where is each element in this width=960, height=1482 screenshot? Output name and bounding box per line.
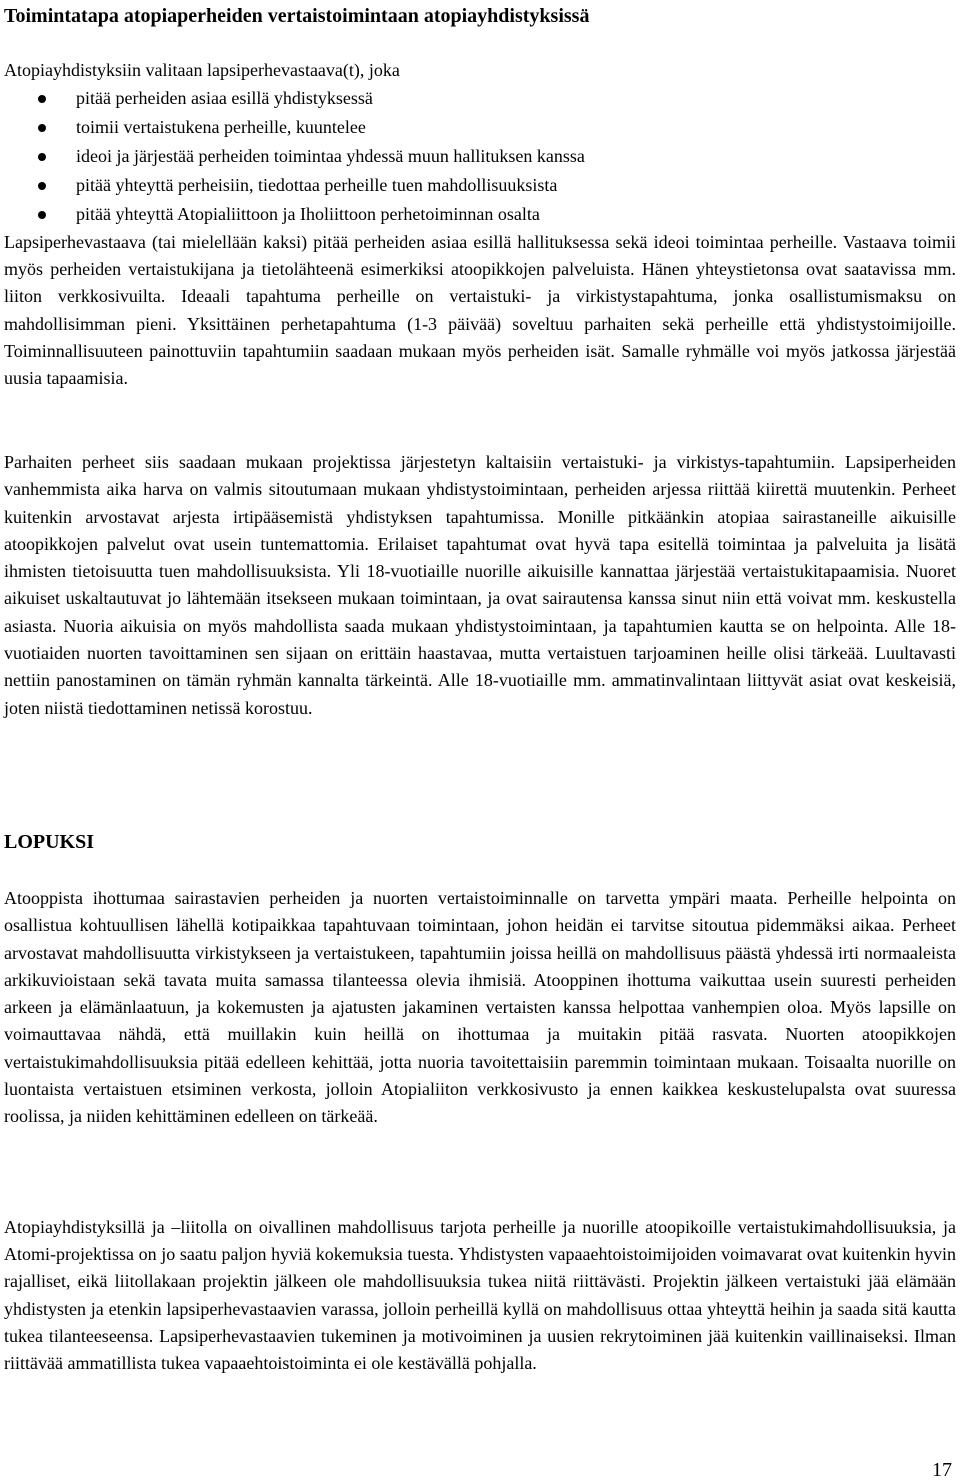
body-paragraph: Lapsiperhevastaava (tai mielellään kaksi) pitää perheiden asiaa esillä hallituksessa sekä ideoi toimintaa perheille. Vastaava toimii myös perheiden vertaistukijana ja tietolähteenä esimerkiksi atoopikkojen palveluista. Hänen yhteystietonsa ovat saatavissa mm. liiton verkkosivuilta. Ideaali tapahtuma perheille on vertaistuki- ja virkistystapahtuma, jonka osallistumismaksu on mahdollisimman pieni. Yksittäinen perhetapahtuma (1-3 päivää) soveltuu parhaiten sekä perheille että yhdistystoimijoille. Toiminnallisuuteen painottuviin tapahtumiin saadaan mukaan myös perheiden isät. Samalle ryhmälle voi myös jatkossa järjestää uusia tapaamisia. <box>4 232 956 389</box>
list-item-text: pitää yhteyttä Atopialiittoon ja Iholiittoon perhetoiminnan osalta <box>76 204 540 224</box>
list-item-text: toimii vertaistukena perheille, kuuntelee <box>76 117 366 137</box>
bullet-icon <box>38 153 46 161</box>
bullet-icon <box>38 95 46 103</box>
body-paragraph: Atopiayhdistyksillä ja –liitolla on oivallinen mahdollisuus tarjota perheille ja nuorille atoopikoille vertaistukimahdollisuuksia, ja Atomi-projektissa on jo saatu paljon hyviä kokemuksia tuesta. Yhdistysten vapaaehtoistoimijoiden voimavarat ovat kuitenkin hyvin rajalliset, eikä liitollakaan projektin jälkeen ole mahdollisuuksia tukea niitä riittävästi. Projektin jälkeen vertaistuki jää elämään yhdistysten ja etenkin lapsiperhevastaavien varassa, jolloin perheillä kyllä on mahdollisuus ottaa yhteyttä heihin ja saada sitä kautta tukea tilanteeseensa. Lapsiperhevastaavien tukeminen ja motivoiminen ja uusien rekrytoiminen jää kuitenkin vaillinaiseksi. Ilman riittävää ammatillista tukea vapaaehtoistoiminta ei ole kestävällä pohjalla. <box>4 1217 956 1374</box>
duties-list <box>4 84 585 229</box>
section-heading: Toimintatapa atopiaperheiden vertaistoimintaan atopiayhdistyksissä <box>4 5 590 27</box>
bullet-icon <box>38 182 46 190</box>
list-item <box>4 142 585 171</box>
list-item <box>4 171 585 200</box>
body-paragraph: Atooppista ihottumaa sairastavien perheiden ja nuorten vertaistoiminnalle on tarvetta ympäri maata. Perheille helpointa on osallistua kohtuullisen lähellä kotipaikkaa tapahtuvaan toimintaan, johon heidän ei tarvitse sitoutua pidemmäksi aikaa. Perheet arvostavat mahdollisuutta virkistykseen ja vertaistukeen, tapahtumiin joissa heillä on mahdollisuus päästä yhdessä irti normaaleista arkikuvioistaan sekä tavata muita samassa tilanteessa olevia ihmisiä. Atooppinen ihottuma vaikuttaa usein suuresti perheiden arkeen ja elämänlaatuun, ja kokemusten ja ajatusten jakaminen vertaisten kanssa helpottaa vanhempien oloa. Myös lapsille on voimauttavaa nähdä, että muillakin kuin heillä on ihottumaa ja muitakin pitää rasvata. Nuorten atoopikkojen vertaistukimahdollisuuksia pitää edelleen kehittää, jotta nuoria tavoitettaisiin paremmin toimintaan mukaan. Toisaalta nuorille on luontaista vertaistuen etsiminen verkosta, jolloin Atopialiiton verkkosivusto ja ennen kaikkea keskustelupalsta ovat suuressa roolissa, ja niiden kehittäminen edelleen on tärkeää. <box>4 888 956 1127</box>
bullet-icon <box>38 124 46 132</box>
list-item-text: ideoi ja järjestää perheiden toimintaa yhdessä muun hallituksen kanssa <box>76 146 585 166</box>
bullet-icon <box>38 211 46 219</box>
list-item-text: pitää yhteyttä perheisiin, tiedottaa perheille tuen mahdollisuuksista <box>76 175 558 195</box>
conclusion-heading: LOPUKSI <box>4 831 95 853</box>
list-item-text: pitää perheiden asiaa esillä yhdistyksessä <box>76 88 373 108</box>
list-item <box>4 84 585 113</box>
list-item <box>4 113 585 142</box>
body-paragraph: Parhaiten perheet siis saadaan mukaan projektissa järjestetyn kaltaisiin vertaistuki- ja virkistys-tapahtumiin. Lapsiperheiden vanhemmista aika harva on valmis sitoutumaan mukaan yhdistystoimintaan, perheiden arjessa riittää kiirettä muutenkin. Perheet kuitenkin arvostavat arjesta irtipääsemistä yhdistyksen tapahtumissa. Monille pitkäänkin atopiaa sairastaneille aikuisille atoopikkojen palvelut ovat usein tuntemattomia. Erilaiset tapahtumat ovat hyvä tapa esitellä toimintaa ja palveluita ja lisätä ihmisten tietoisuutta tuen mahdollisuuksista. Yli 18-vuotiaille nuorille aikuisille kannattaa järjestää vertaistukitapaamisia. Nuoret aikuiset uskaltautuvat jo lähtemään itsekseen mukaan toimintaan, ja ovat sairautensa kanssa sinut niin että voivat mm. keskustella asiasta. Nuoria aikuisia on myös mahdollista saada mukaan yhdistystoimintaan, ja tapahtumien kautta se on helpointa. Alle 18-vuotiaiden nuorten tavoittaminen sen sijaan on erittäin haastavaa, mutta vertaistuen tarjoaminen heille olisi tärkeää. Luultavasti nettiin panostaminen on tämän ryhmän kannalta tärkeintä. Alle 18-vuotiaille mm. ammatinvalintaan liittyvät asiat ovat keskeisiä, joten niistä tiedottaminen netissä korostuu. <box>4 452 956 718</box>
page-number: 17 <box>932 1459 952 1481</box>
list-item <box>4 200 585 229</box>
intro-text: Atopiayhdistyksiin valitaan lapsiperhevastaava(t), joka <box>4 60 400 80</box>
